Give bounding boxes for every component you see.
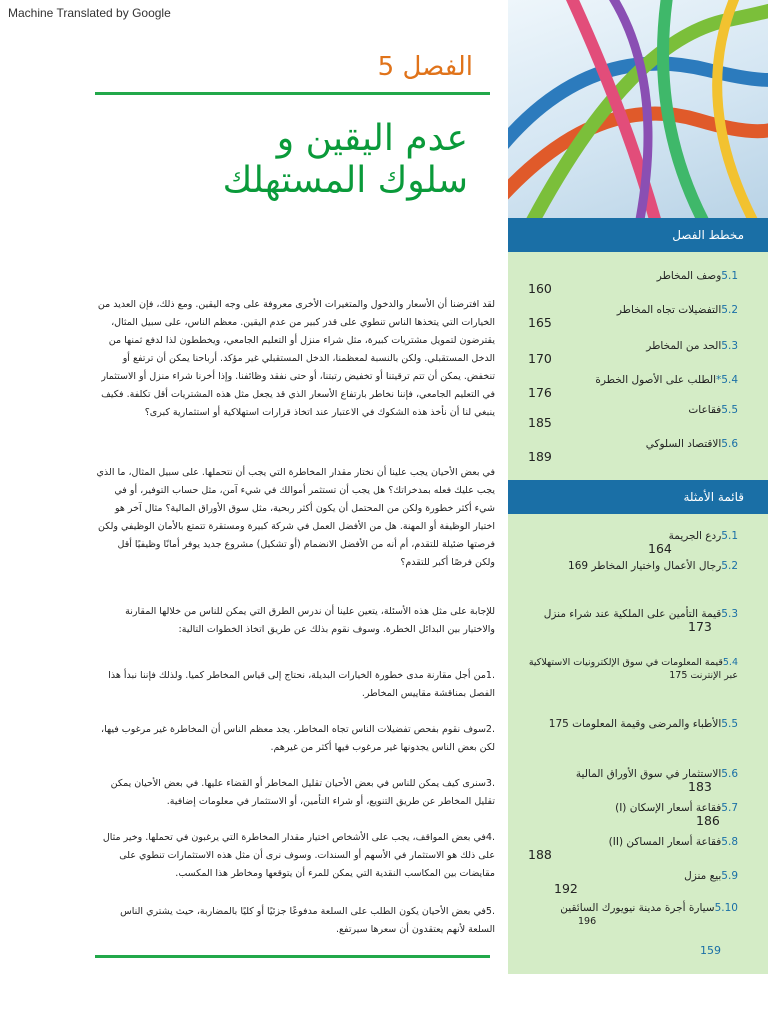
example-item-label: فقاعة أسعار المساكن (II) [608,836,722,848]
machine-translated-notice: Machine Translated by Google [8,6,171,20]
body-paragraph [95,464,495,572]
example-item[interactable] [528,530,738,556]
example-item[interactable] [528,836,738,862]
example-item-num: 5.6 [721,768,738,780]
step-4: .4في بعض المواقف، يجب على الأشخاص اختيار مقدار المخاطرة التي يرغبون في تحملها. وخير مثال على ذلك هو الاستثمار في الأسهم أو السندات. وسوف نرى أن مثل هذه الاستثمارات تنطوي على مقايضات بين المكاسب النقدية التي يمكن للمرء أن يتوقعها ومخاطر هذا المكسب. [102,832,495,879]
sidebar [508,218,768,974]
outline-item-page: 189 [528,449,552,464]
outline-item-label: وصف المخاطر [656,270,722,282]
example-item-page: 169 [568,560,589,572]
example-item-page: 173 [688,619,712,634]
outline-item-num: 5.4* [716,374,738,386]
example-item-label: سيارة أجرة مدينة نيويورك السائقين [560,902,715,914]
bottom-rule [95,955,490,958]
example-item[interactable] [528,656,738,682]
example-item-page: 175 [669,670,688,681]
examples-header: قائمة الأمثلة [508,480,768,514]
paragraph-intro: لقد افترضنا أن الأسعار والدخول والمتغيرات الأخرى معروفة على وجه اليقين. ومع ذلك، فإن العديد من الخيارات التي يتخذها الناس تنطوي على قدر كبير من عدم اليقين. معظم الناس، على سبيل المثال، يقترضون لتمويل مشتريات كبيرة، مثل شراء منزل أو التعليم الجامعي، ويخططون لذا لدفع ثمنها من الدخل المستقبلي. ولكن بالنسبة لمعظمنا، الدخل المستقبلي غير مؤكد. أرباحنا يمكن أن ترتفع أو تنخفض. يمكن أن تتم ترقيتنا أو تخفيض رتبتنا، أو حتى نفقد وظائفنا. وإذا أخرنا شراء منزل أو الاستثمار في التعليم الجامعي، فإننا نخاطر بارتفاع الأسعار الذي قد يجعل مثل هذه المشتريات أقل تكلفة. فكيف ينبغي لنا أن نأخذ هذه الشكوك في الاعتبار عند اتخاذ قرارات استهلاكية أو استثمارية كبرى؟ [97,299,495,418]
paragraph-steps-intro: للإجابة على مثل هذه الأسئلة، يتعين علينا أن ندرس الطرق التي يمكن للناس من خلالها المقارنة والاختيار بين البدائل الخطرة. وسوف نقوم بذلك عن طريق اتخاذ الخطوات التالية: [125,606,495,635]
example-item-num: 5.5 [721,718,738,730]
step-3: .3سنرى كيف يمكن للناس في بعض الأحيان تقليل المخاطر أو القضاء عليها. في بعض الأحيان يمكن تقليل المخاطر عن طريق التنويع، أو شراء التأمين، أو الاستثمار في معلومات إضافية. [110,778,495,807]
example-item-page: 186 [696,813,720,828]
example-item-page: 196 [578,916,597,927]
outline-item-num: 5.6 [721,438,738,450]
example-item-label: فقاعة أسعار الإسكان (I) [615,802,722,814]
example-item-num: 5.4 [722,657,738,668]
outline-item[interactable] [528,340,738,366]
body-paragraph [95,775,495,811]
outline-item-label: الحد من المخاطر [646,340,722,352]
paragraph-risk-choice: في بعض الأحيان يجب علينا أن نختار مقدار المخاطرة التي يجب أن نتحملها. على سبيل المثال، ما الذي يجب عليك فعله بمدخراتك؟ هل يجب أن تستثمر أموالك في شيء آمن، مثل حساب التوفير، أو في شيء أكثر خطورة ولكن من المحتمل أن يكون أكثر ربحية، مثل سوق الأوراق المالية؟ مثال آخر هو اختيار الوظيفة أو المهنة. هل من الأفضل العمل في شركة كبيرة ومستقرة تتمتع بالأمان الوظيفي ولكن فرصتها ضئيلة للتقدم، أم أنه من الأفضل الانضمام (أو تشكيل) مشروع جديد يوفر أمانًا وظيفيًا أقل ولكن فرصًا أكبر للتقدم؟ [96,467,495,568]
example-item[interactable] [528,560,738,572]
outline-item-num: 5.2 [721,304,738,316]
example-item-label: قيمة التأمين على الملكية عند شراء منزل [543,608,722,620]
example-item-num: 5.9 [721,870,738,882]
body-paragraph [95,721,495,757]
step-1: .1من أجل مقارنة مدى خطورة الخيارات البديلة، نحتاج إلى قياس المخاطر كميا. ولذلك فإننا نبدأ هذا الفصل بمناقشة مقاييس المخاطر. [108,670,495,699]
example-item[interactable] [528,608,738,634]
colored-tubes-image [508,0,768,218]
outline-item[interactable] [528,404,738,430]
outline-header: مخطط الفصل [508,218,768,252]
outline-item-label: الطلب على الأصول الخطرة [595,374,717,386]
example-item-num: 5.10 [714,902,738,914]
chapter-number: الفصل 5 [377,52,473,82]
body-paragraph [95,903,495,939]
body-paragraph [95,829,495,883]
example-item[interactable] [528,802,738,828]
example-item-label: بيع منزل [684,870,722,882]
step-5: .5في بعض الأحيان يكون الطلب على السلعة مدفوعًا جزئيًا أو كليًا بالمضاربة، حيث يشتري الناس السلعة لأنهم يعتقدون أن سعرها سيرتفع. [120,906,495,935]
outline-item-page: 165 [528,315,552,330]
body-paragraph [95,296,495,422]
example-item[interactable] [528,870,738,896]
example-item[interactable] [528,902,738,929]
outline-item-page: 170 [528,351,552,366]
example-item-label: الأطباء والمرضى وقيمة المعلومات [572,718,722,730]
outline-item[interactable] [528,374,738,400]
example-item-label: الاستثمار في سوق الأوراق المالية [575,768,722,780]
example-item-page: 164 [648,541,672,556]
chapter-rule [95,92,490,95]
page-number: 159 [700,944,721,957]
chapter-title-line1: عدم اليقين و [276,118,468,159]
step-2: .2سوف نقوم بفحص تفضيلات الناس تجاه المخاطر. يجد معظم الناس أن المخاطرة غير مرغوب فيها، لكن بعض الناس يجدونها غير مرغوب فيها أكثر من غيرهم. [101,724,495,753]
example-item-num: 5.1 [721,530,738,542]
example-item-num: 5.7 [721,802,738,814]
example-item-num: 5.3 [721,608,738,620]
chapter-photo [508,0,768,218]
example-item-page: 183 [688,779,712,794]
body-paragraph [95,603,495,639]
example-item-label: رجال الأعمال واختيار المخاطر [591,560,722,572]
outline-item-num: 5.3 [721,340,738,352]
example-item-num: 5.2 [721,560,738,572]
chapter-title-line2: سلوك المستهلك [222,160,468,201]
outline-item-label: فقاعات [688,404,722,416]
outline-item-label: التفضيلات تجاه المخاطر [616,304,722,316]
body-paragraph [95,667,495,703]
example-item[interactable] [528,768,738,794]
example-item-label: قيمة المعلومات في سوق الإلكترونيات الاستهلاكية عبر الإنترنت [528,657,738,681]
example-item-page: 175 [548,718,569,730]
outline-item[interactable] [528,304,738,330]
example-item-num: 5.8 [721,836,738,848]
example-item-page: 188 [528,847,552,862]
example-item-label: ردع الجريمة [668,530,722,542]
outline-item-page: 160 [528,281,552,296]
outline-item-page: 176 [528,385,552,400]
outline-item[interactable] [528,438,738,464]
example-item-page: 192 [554,881,578,896]
outline-item-num: 5.5 [721,404,738,416]
example-item[interactable] [528,718,738,730]
outline-item-page: 185 [528,415,552,430]
outline-item[interactable] [528,270,738,296]
chapter-title [108,118,468,202]
outline-item-num: 5.1 [721,270,738,282]
outline-item-label: الاقتصاد السلوكي [645,438,722,450]
